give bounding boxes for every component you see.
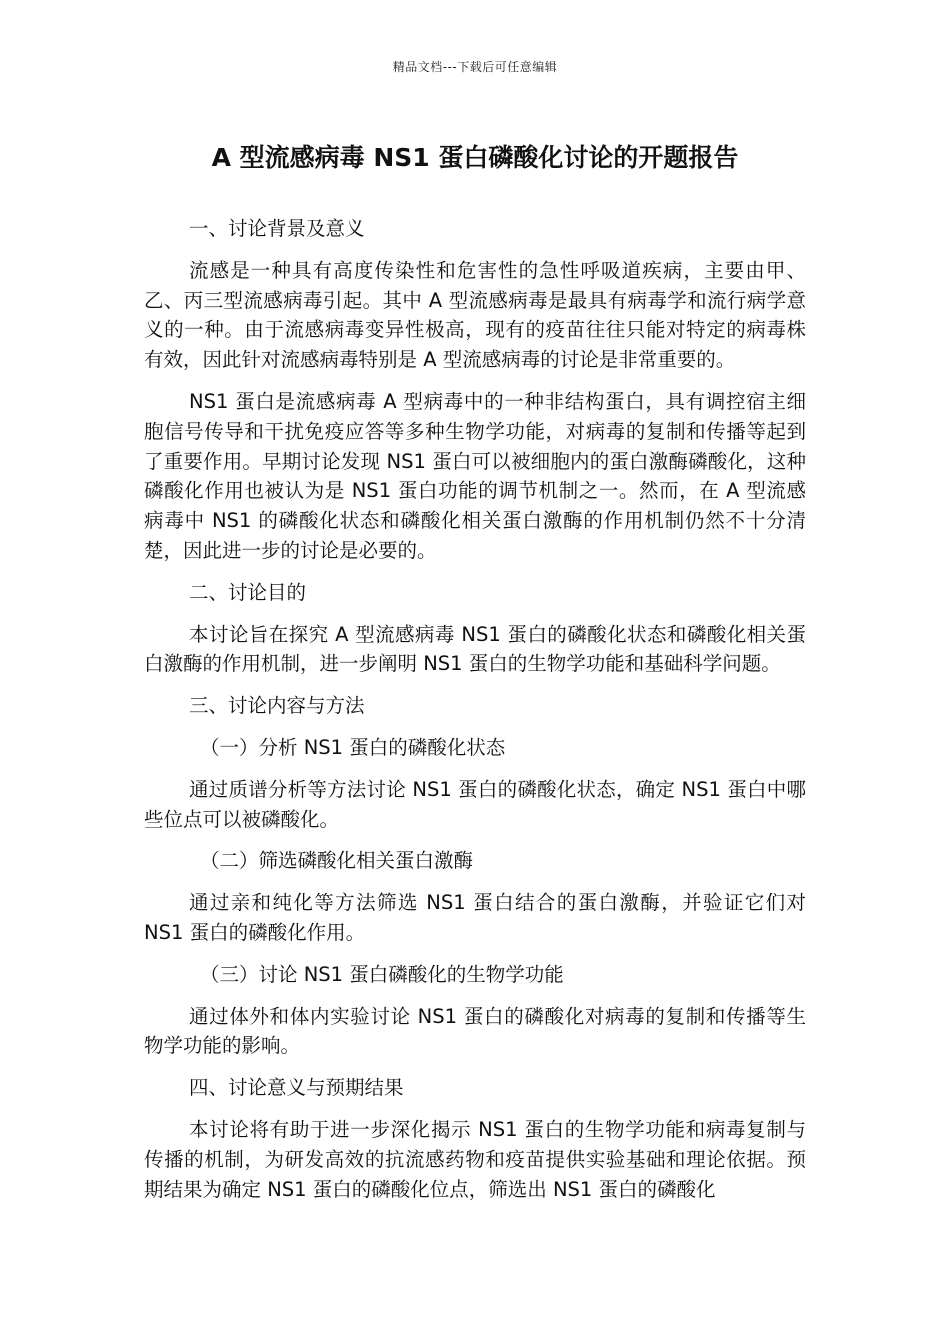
section-2-paragraph-1: 本讨论旨在探究 A 型流感病毒 NS1 蛋白的磷酸化状态和磷酸化相关蛋白激酶的作用机制，进一步阐明 NS1 蛋白的生物学功能和基础科学问题。 [144,622,806,676]
section-3-paragraph-1: 通过质谱分析等方法讨论 NS1 蛋白的磷酸化状态，确定 NS1 蛋白中哪些位点可以被磷酸化。 [144,777,806,831]
section-1-paragraph-1: 流感是一种具有高度传染性和危害性的急性呼吸道疾病，主要由甲、乙、丙三型流感病毒引起。其中 A 型流感病毒是最具有病毒学和流行病学意义的一种。由于流感病毒变异性极高，现有的疫苗往往只能对特定的病毒株有效，因此针对流感病毒特别是 A 型流感病毒的讨论是非常重要的。 [144,258,806,372]
section-3-subheading-2: （二）筛选磷酸化相关蛋白激酶 [200,849,474,873]
document-body [144,214,806,1216]
section-3-paragraph-3: 通过体外和体内实验讨论 NS1 蛋白的磷酸化对病毒的复制和传播等生物学功能的影响。 [144,1004,806,1058]
section-3-subheading-1: （一）分析 NS1 蛋白的磷酸化状态 [200,735,506,759]
section-1-heading: 一、讨论背景及意义 [189,217,365,240]
header-note: 精品文档---下载后可任意编辑 [392,60,558,74]
section-4-paragraph-1: 本讨论将有助于进一步深化揭示 NS1 蛋白的生物学功能和病毒复制与传播的机制，为研发高效的抗流感药物和疫苗提供实验基础和理论依据。预期结果为确定 NS1 蛋白的磷酸化位点，筛选出 NS1 蛋白的磷酸化 [144,1117,806,1201]
section-3-subheading-3: （三）讨论 NS1 蛋白磷酸化的生物学功能 [200,962,564,986]
section-3-paragraph-2: 通过亲和纯化等方法筛选 NS1 蛋白结合的蛋白激酶，并验证它们对 NS1 蛋白的磷酸化作用。 [144,891,806,944]
document-title: A 型流感病毒 NS1 蛋白磷酸化讨论的开题报告 [211,143,739,172]
section-4-heading: 四、讨论意义与预期结果 [189,1076,404,1100]
section-1-paragraph-2: NS1 蛋白是流感病毒 A 型病毒中的一种非结构蛋白，具有调控宿主细胞信号传导和干扰免疫应答等多种生物学功能，对病毒的复制和传播等起到了重要作用。早期讨论发现 NS1 蛋白可以被细胞内的蛋白激酶磷酸化，这种磷酸化作用也被认为是 NS1 蛋白功能的调节机制之一。然而，在 A 型流感病毒中 NS1 的磷酸化状态和磷酸化相关蛋白激酶的作用机制仍然不十分清楚，因此进一步的讨论是必要的。 [144,389,806,562]
section-2-heading: 二、讨论目的 [189,580,307,604]
section-3-heading: 三、讨论内容与方法 [189,694,365,718]
